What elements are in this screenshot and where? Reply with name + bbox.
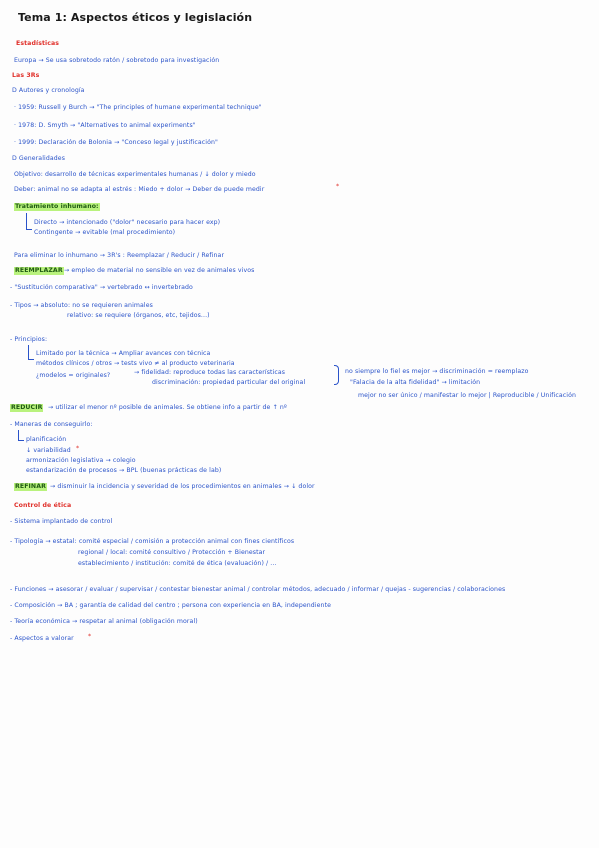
note-line: - Funciones → asesorar / evaluar / supervisar / contestar bienestar animal / controlar métodos, adecuado / informar / quejas - sugerencias / colaboraciones [10,586,506,593]
heading-reducir: REDUCIR [11,404,43,411]
note-line: → fidelidad: reproduce todas las características [134,369,286,376]
note-line: - Sistema implantado de control [10,518,113,525]
bracket-icon [28,345,34,360]
section-estadisticas: Estadísticas [16,40,60,47]
note-line: - Aspectos a valorar [10,635,74,642]
note-line: · 1959: Russell y Burch → "The principles of humane experimental technique" [14,104,262,111]
bracket-icon [18,430,24,441]
heading-reemplazar: REEMPLAZAR [15,267,63,274]
note-line: Contingente → evitable (mal procedimiento) [34,229,176,236]
note-line: Para eliminar lo inhumano → 3R's : Reemplazar / Reducir / Refinar [14,252,225,259]
note-line: ↓ variabilidad [26,447,71,454]
note-line: D Autores y cronología [12,87,85,94]
note-line: - Teoría económica → respetar al animal (obligación moral) [10,618,198,625]
note-line: → utilizar el menor nº posible de animales. Se obtiene info a partir de ↑ nº [48,404,287,411]
note-line: - Composición → BA ; garantía de calidad del centro ; persona con experiencia en BA, independiente [10,602,331,609]
page-title: Tema 1: Aspectos éticos y legislación [18,11,253,24]
note-line: estandarización de procesos → BPL (buenas prácticas de lab) [26,467,222,474]
note-line: D Generalidades [12,155,66,162]
note-line: Directo → intencionado ("dolor" necesario para hacer exp) [34,219,221,226]
section-control-etica: Control de ética [14,502,72,509]
heading-refinar: REFINAR [15,483,46,490]
brace-icon [334,365,339,385]
note-line: ¿modelos = originales? [36,372,111,379]
note-line: - Maneras de conseguirlo: [10,421,93,428]
note-line: - "Sustitución comparativa" → vertebrado ↔ invertebrado [10,284,193,291]
bracket-icon [26,213,32,230]
note-line: Europa → Se usa sobretodo ratón / sobretodo para investigación [14,57,220,64]
note-line: · 1978: D. Smyth → "Alternatives to animal experiments" [14,122,196,129]
star-icon: * [88,633,92,640]
note-line: → disminuir la incidencia y severidad de los procedimientos en animales → ↓ dolor [50,483,315,490]
note-line: regional / local: comité consultivo / Protección + Bienestar [78,549,266,556]
note-line: - Tipología → estatal: comité especial / comisión a protección animal con fines científicos [10,538,295,545]
note-line: Objetivo: desarrollo de técnicas experimentales humanas / ↓ dolor y miedo [14,171,256,178]
note-line: · 1999: Declaración de Bolonia → "Conceso legal y justificación" [14,139,218,146]
note-line: establecimiento / institución: comité de ética (evaluación) / ... [78,560,277,567]
note-line: planificación [26,436,67,443]
star-icon: * [336,183,340,190]
note-line: → empleo de material no sensible en vez de animales vivos [64,267,255,274]
note-line: armonización legislativa → colegio [26,457,136,464]
note-line: "Falacia de la alta fidelidad" → limitación [350,379,481,386]
note-heading: Tratamiento inhumano: [15,203,99,210]
note-line: - Principios: [10,336,48,343]
note-line: relativo: se requiere (órganos, etc, tejidos...) [67,312,210,319]
note-line: métodos clínicos / otros → tests vivo ≠ al producto veterinaria [36,360,235,367]
section-3rs: Las 3Rs [12,72,40,79]
note-line: discriminación: propiedad particular del original [152,379,306,386]
note-line: Limitado por la técnica → Ampliar avances con técnica [36,350,211,357]
note-line: no siempre lo fiel es mejor → discriminación = reemplazo [345,368,529,375]
star-icon: * [76,445,80,452]
note-line: mejor no ser único / manifestar lo mejor | Reproducible / Unificación [358,392,576,399]
note-line: Deber: animal no se adapta al estrés : Miedo + dolor → Deber de puede medir [14,186,265,193]
note-line: - Tipos → absoluto: no se requieren animales [10,302,153,309]
